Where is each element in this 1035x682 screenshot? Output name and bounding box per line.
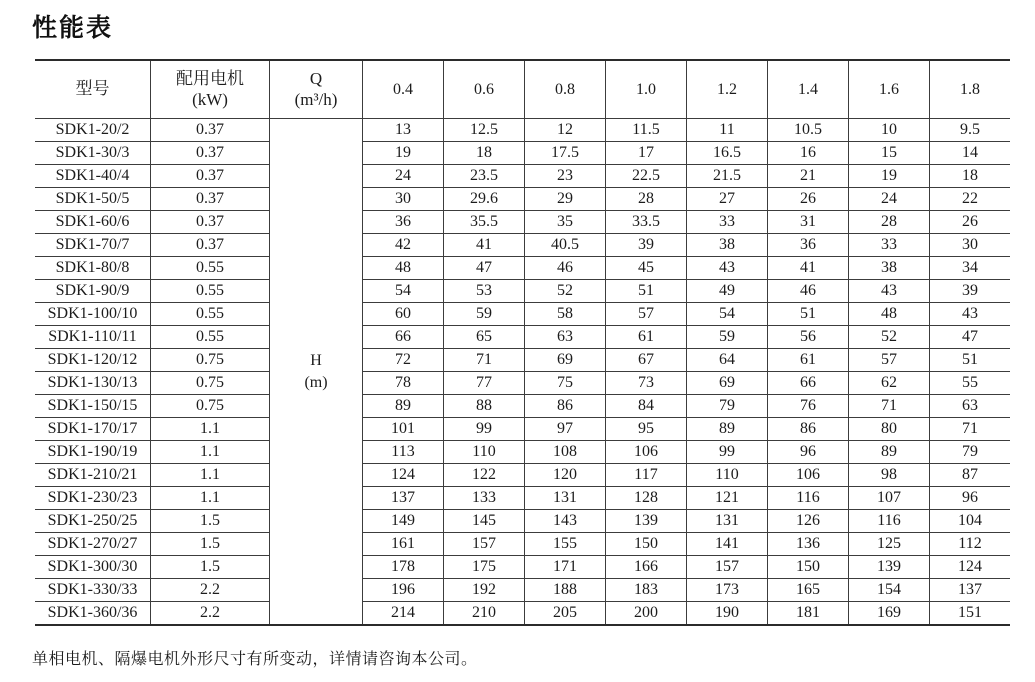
- head-value-cell: 12.5: [444, 119, 525, 142]
- header-model-label: 型号: [75, 79, 110, 99]
- head-value-cell: 14: [930, 142, 1011, 165]
- head-value-cell: 106: [768, 464, 849, 487]
- motor-kw-cell: 0.75: [151, 372, 270, 395]
- head-value-cell: 86: [768, 418, 849, 441]
- model-cell: SDK1-40/4: [35, 165, 151, 188]
- head-value-cell: 210: [444, 602, 525, 626]
- model-cell: SDK1-110/11: [35, 326, 151, 349]
- head-value-cell: 33: [687, 211, 768, 234]
- head-value-cell: 99: [687, 441, 768, 464]
- head-value-cell: 54: [363, 280, 444, 303]
- model-cell: SDK1-300/30: [35, 556, 151, 579]
- head-value-cell: 128: [606, 487, 687, 510]
- head-value-cell: 58: [525, 303, 606, 326]
- head-value-cell: 35: [525, 211, 606, 234]
- head-value-cell: 155: [525, 533, 606, 556]
- head-value-cell: 21.5: [687, 165, 768, 188]
- model-cell: SDK1-80/8: [35, 257, 151, 280]
- head-value-cell: 97: [525, 418, 606, 441]
- head-value-cell: 89: [849, 441, 930, 464]
- head-value-cell: 86: [525, 395, 606, 418]
- head-value-cell: 71: [444, 349, 525, 372]
- header-q-line1: Q: [309, 69, 323, 89]
- head-value-cell: 28: [606, 188, 687, 211]
- head-value-cell: 19: [849, 165, 930, 188]
- header-model: [35, 60, 151, 119]
- header-flow-q: [270, 60, 363, 119]
- head-value-cell: 16: [768, 142, 849, 165]
- head-value-cell: 72: [363, 349, 444, 372]
- h-cell-line1: H: [310, 351, 322, 369]
- head-value-cell: 131: [687, 510, 768, 533]
- header-q-line2: (m³/h): [294, 89, 338, 109]
- head-value-cell: 63: [930, 395, 1011, 418]
- head-value-cell: 29.6: [444, 188, 525, 211]
- head-value-cell: 65: [444, 326, 525, 349]
- head-value-cell: 77: [444, 372, 525, 395]
- head-value-cell: 188: [525, 579, 606, 602]
- head-value-cell: 39: [930, 280, 1011, 303]
- head-value-cell: 166: [606, 556, 687, 579]
- head-value-cell: 30: [930, 234, 1011, 257]
- head-value-cell: 157: [444, 533, 525, 556]
- head-value-cell: 110: [687, 464, 768, 487]
- header-flow-1.8: 1.8: [930, 60, 1011, 119]
- head-value-cell: 62: [849, 372, 930, 395]
- head-value-cell: 40.5: [525, 234, 606, 257]
- head-value-cell: 23.5: [444, 165, 525, 188]
- motor-kw-cell: 0.55: [151, 303, 270, 326]
- head-value-cell: 112: [930, 533, 1011, 556]
- head-value-cell: 143: [525, 510, 606, 533]
- footer-note: 单相电机、隔爆电机外形尺寸有所变动，详情请咨询本公司。: [32, 651, 478, 668]
- header-flow-0.8: 0.8: [525, 60, 606, 119]
- head-value-cell: 141: [687, 533, 768, 556]
- header-flow-1.6: 1.6: [849, 60, 930, 119]
- head-value-cell: 17.5: [525, 142, 606, 165]
- table-row: [35, 556, 1010, 579]
- header-flow-0.4: 0.4: [363, 60, 444, 119]
- head-value-cell: 101: [363, 418, 444, 441]
- head-value-cell: 28: [849, 211, 930, 234]
- table-row: [35, 441, 1010, 464]
- head-value-cell: 69: [525, 349, 606, 372]
- head-value-cell: 122: [444, 464, 525, 487]
- head-value-cell: 12: [525, 119, 606, 142]
- motor-kw-cell: 0.55: [151, 280, 270, 303]
- table-row: [35, 487, 1010, 510]
- head-value-cell: 108: [525, 441, 606, 464]
- motor-kw-cell: 0.37: [151, 188, 270, 211]
- motor-kw-cell: 0.37: [151, 234, 270, 257]
- head-value-cell: 169: [849, 602, 930, 626]
- head-value-cell: 26: [768, 188, 849, 211]
- head-value-cell: 43: [687, 257, 768, 280]
- head-value-cell: 19: [363, 142, 444, 165]
- table-row: [35, 257, 1010, 280]
- motor-kw-cell: 0.37: [151, 211, 270, 234]
- model-cell: SDK1-120/12: [35, 349, 151, 372]
- head-value-cell: 43: [849, 280, 930, 303]
- motor-kw-cell: 2.2: [151, 602, 270, 626]
- head-value-cell: 88: [444, 395, 525, 418]
- motor-kw-cell: 0.55: [151, 257, 270, 280]
- head-value-cell: 29: [525, 188, 606, 211]
- head-value-cell: 113: [363, 441, 444, 464]
- head-value-cell: 161: [363, 533, 444, 556]
- head-value-cell: 52: [525, 280, 606, 303]
- head-value-cell: 33.5: [606, 211, 687, 234]
- head-value-cell: 136: [768, 533, 849, 556]
- model-cell: SDK1-170/17: [35, 418, 151, 441]
- head-value-cell: 61: [606, 326, 687, 349]
- head-value-cell: 26: [930, 211, 1011, 234]
- head-value-cell: 22.5: [606, 165, 687, 188]
- table-row: [35, 280, 1010, 303]
- model-cell: SDK1-270/27: [35, 533, 151, 556]
- motor-kw-cell: 1.1: [151, 487, 270, 510]
- header-motor-line1: 配用电机: [176, 69, 244, 89]
- table-head: [35, 60, 1010, 119]
- motor-kw-cell: 0.37: [151, 142, 270, 165]
- head-value-cell: 71: [849, 395, 930, 418]
- head-value-cell: 30: [363, 188, 444, 211]
- head-value-cell: 192: [444, 579, 525, 602]
- head-value-cell: 59: [444, 303, 525, 326]
- table-row: [35, 326, 1010, 349]
- model-cell: SDK1-330/33: [35, 579, 151, 602]
- head-value-cell: 89: [687, 418, 768, 441]
- motor-kw-cell: 0.75: [151, 349, 270, 372]
- head-value-cell: 35.5: [444, 211, 525, 234]
- head-value-cell: 126: [768, 510, 849, 533]
- head-value-cell: 57: [849, 349, 930, 372]
- head-value-cell: 131: [525, 487, 606, 510]
- head-value-cell: 11.5: [606, 119, 687, 142]
- head-value-cell: 117: [606, 464, 687, 487]
- model-cell: SDK1-60/6: [35, 211, 151, 234]
- table-row: [35, 418, 1010, 441]
- head-value-cell: 22: [930, 188, 1011, 211]
- head-value-cell: 116: [768, 487, 849, 510]
- head-value-cell: 41: [768, 257, 849, 280]
- head-value-cell: 9.5: [930, 119, 1011, 142]
- head-value-cell: 42: [363, 234, 444, 257]
- head-value-cell: 171: [525, 556, 606, 579]
- head-value-cell: 133: [444, 487, 525, 510]
- head-value-cell: 53: [444, 280, 525, 303]
- head-value-cell: 98: [849, 464, 930, 487]
- head-value-cell: 64: [687, 349, 768, 372]
- head-value-cell: 51: [768, 303, 849, 326]
- head-value-cell: 47: [444, 257, 525, 280]
- head-value-cell: 34: [930, 257, 1011, 280]
- model-cell: SDK1-50/5: [35, 188, 151, 211]
- head-value-cell: 43: [930, 303, 1011, 326]
- page-title: 性能表: [32, 14, 114, 42]
- table-body: [35, 119, 1010, 626]
- motor-kw-cell: 1.1: [151, 441, 270, 464]
- head-value-cell: 36: [768, 234, 849, 257]
- table-row: [35, 349, 1010, 372]
- head-value-cell: 67: [606, 349, 687, 372]
- head-value-cell: 46: [768, 280, 849, 303]
- head-value-cell: 49: [687, 280, 768, 303]
- table-row: [35, 165, 1010, 188]
- head-value-cell: 75: [525, 372, 606, 395]
- head-value-cell: 13: [363, 119, 444, 142]
- head-value-cell: 66: [363, 326, 444, 349]
- table-row: [35, 395, 1010, 418]
- header-motor: [151, 60, 270, 119]
- head-value-cell: 125: [849, 533, 930, 556]
- model-cell: SDK1-190/19: [35, 441, 151, 464]
- head-value-cell: 36: [363, 211, 444, 234]
- header-flow-1.4: 1.4: [768, 60, 849, 119]
- head-value-cell: 71: [930, 418, 1011, 441]
- motor-kw-cell: 0.55: [151, 326, 270, 349]
- model-cell: SDK1-230/23: [35, 487, 151, 510]
- head-value-cell: 116: [849, 510, 930, 533]
- head-value-cell: 16.5: [687, 142, 768, 165]
- model-cell: SDK1-150/15: [35, 395, 151, 418]
- head-value-cell: 31: [768, 211, 849, 234]
- head-value-cell: 150: [768, 556, 849, 579]
- motor-kw-cell: 1.5: [151, 533, 270, 556]
- head-value-cell: 21: [768, 165, 849, 188]
- model-cell: SDK1-90/9: [35, 280, 151, 303]
- head-value-cell: 137: [930, 579, 1011, 602]
- head-value-cell: 89: [363, 395, 444, 418]
- head-value-cell: 107: [849, 487, 930, 510]
- header-flow-0.6: 0.6: [444, 60, 525, 119]
- motor-kw-cell: 0.75: [151, 395, 270, 418]
- model-cell: SDK1-250/25: [35, 510, 151, 533]
- motor-kw-cell: 0.37: [151, 119, 270, 142]
- head-value-cell: 145: [444, 510, 525, 533]
- head-value-cell: 137: [363, 487, 444, 510]
- head-value-cell: 214: [363, 602, 444, 626]
- motor-kw-cell: 1.5: [151, 510, 270, 533]
- head-value-cell: 18: [930, 165, 1011, 188]
- motor-kw-cell: 2.2: [151, 579, 270, 602]
- motor-kw-cell: 0.37: [151, 165, 270, 188]
- table-row: [35, 211, 1010, 234]
- header-flow-1.2: 1.2: [687, 60, 768, 119]
- table-row: [35, 579, 1010, 602]
- head-value-cell: 48: [363, 257, 444, 280]
- head-value-cell: 139: [606, 510, 687, 533]
- model-cell: SDK1-70/7: [35, 234, 151, 257]
- head-value-cell: 23: [525, 165, 606, 188]
- head-value-cell: 11: [687, 119, 768, 142]
- head-value-cell: 173: [687, 579, 768, 602]
- head-value-cell: 10.5: [768, 119, 849, 142]
- head-value-cell: 165: [768, 579, 849, 602]
- table-row: [35, 510, 1010, 533]
- head-value-cell: 18: [444, 142, 525, 165]
- head-value-cell: 181: [768, 602, 849, 626]
- head-value-cell: 24: [849, 188, 930, 211]
- head-value-cell: 48: [849, 303, 930, 326]
- table-row: [35, 119, 1010, 142]
- table-row: [35, 602, 1010, 626]
- head-value-cell: 66: [768, 372, 849, 395]
- head-value-cell: 96: [768, 441, 849, 464]
- head-value-cell: 84: [606, 395, 687, 418]
- motor-kw-cell: 1.1: [151, 464, 270, 487]
- head-value-cell: 150: [606, 533, 687, 556]
- table-header-row: [35, 60, 1010, 119]
- head-value-cell: 196: [363, 579, 444, 602]
- head-value-cell: 52: [849, 326, 930, 349]
- head-value-cell: 57: [606, 303, 687, 326]
- head-value-cell: 33: [849, 234, 930, 257]
- table-row: [35, 142, 1010, 165]
- head-value-cell: 56: [768, 326, 849, 349]
- head-h-merged-cell: [270, 119, 363, 626]
- head-value-cell: 73: [606, 372, 687, 395]
- motor-kw-cell: 1.1: [151, 418, 270, 441]
- head-value-cell: 124: [363, 464, 444, 487]
- head-value-cell: 183: [606, 579, 687, 602]
- head-value-cell: 51: [930, 349, 1011, 372]
- head-value-cell: 110: [444, 441, 525, 464]
- head-value-cell: 38: [849, 257, 930, 280]
- head-value-cell: 39: [606, 234, 687, 257]
- model-cell: SDK1-130/13: [35, 372, 151, 395]
- table-row: [35, 188, 1010, 211]
- model-cell: SDK1-210/21: [35, 464, 151, 487]
- header-flow-1.0: 1.0: [606, 60, 687, 119]
- head-value-cell: 205: [525, 602, 606, 626]
- head-value-cell: 96: [930, 487, 1011, 510]
- head-value-cell: 24: [363, 165, 444, 188]
- table-row: [35, 234, 1010, 257]
- head-value-cell: 47: [930, 326, 1011, 349]
- head-value-cell: 80: [849, 418, 930, 441]
- head-value-cell: 38: [687, 234, 768, 257]
- head-value-cell: 61: [768, 349, 849, 372]
- head-value-cell: 60: [363, 303, 444, 326]
- head-value-cell: 55: [930, 372, 1011, 395]
- table-row: [35, 303, 1010, 326]
- head-value-cell: 59: [687, 326, 768, 349]
- head-value-cell: 45: [606, 257, 687, 280]
- head-value-cell: 69: [687, 372, 768, 395]
- performance-table: [35, 59, 1010, 626]
- head-value-cell: 200: [606, 602, 687, 626]
- head-value-cell: 95: [606, 418, 687, 441]
- head-value-cell: 106: [606, 441, 687, 464]
- head-value-cell: 46: [525, 257, 606, 280]
- table-row: [35, 464, 1010, 487]
- head-value-cell: 79: [930, 441, 1011, 464]
- head-value-cell: 104: [930, 510, 1011, 533]
- head-value-cell: 178: [363, 556, 444, 579]
- head-value-cell: 76: [768, 395, 849, 418]
- head-value-cell: 121: [687, 487, 768, 510]
- head-value-cell: 157: [687, 556, 768, 579]
- table-row: [35, 372, 1010, 395]
- model-cell: SDK1-20/2: [35, 119, 151, 142]
- head-value-cell: 63: [525, 326, 606, 349]
- head-value-cell: 151: [930, 602, 1011, 626]
- head-value-cell: 10: [849, 119, 930, 142]
- head-value-cell: 175: [444, 556, 525, 579]
- head-value-cell: 154: [849, 579, 930, 602]
- head-value-cell: 54: [687, 303, 768, 326]
- h-cell-line2: (m): [304, 373, 328, 391]
- model-cell: SDK1-360/36: [35, 602, 151, 626]
- head-value-cell: 149: [363, 510, 444, 533]
- head-value-cell: 51: [606, 280, 687, 303]
- head-value-cell: 120: [525, 464, 606, 487]
- header-motor-line2: (kW): [192, 89, 228, 109]
- head-value-cell: 190: [687, 602, 768, 626]
- head-value-cell: 27: [687, 188, 768, 211]
- head-value-cell: 17: [606, 142, 687, 165]
- model-cell: SDK1-30/3: [35, 142, 151, 165]
- model-cell: SDK1-100/10: [35, 303, 151, 326]
- head-value-cell: 139: [849, 556, 930, 579]
- table-row: [35, 533, 1010, 556]
- head-value-cell: 124: [930, 556, 1011, 579]
- head-value-cell: 87: [930, 464, 1011, 487]
- motor-kw-cell: 1.5: [151, 556, 270, 579]
- head-value-cell: 99: [444, 418, 525, 441]
- head-value-cell: 79: [687, 395, 768, 418]
- head-value-cell: 78: [363, 372, 444, 395]
- head-value-cell: 41: [444, 234, 525, 257]
- head-value-cell: 15: [849, 142, 930, 165]
